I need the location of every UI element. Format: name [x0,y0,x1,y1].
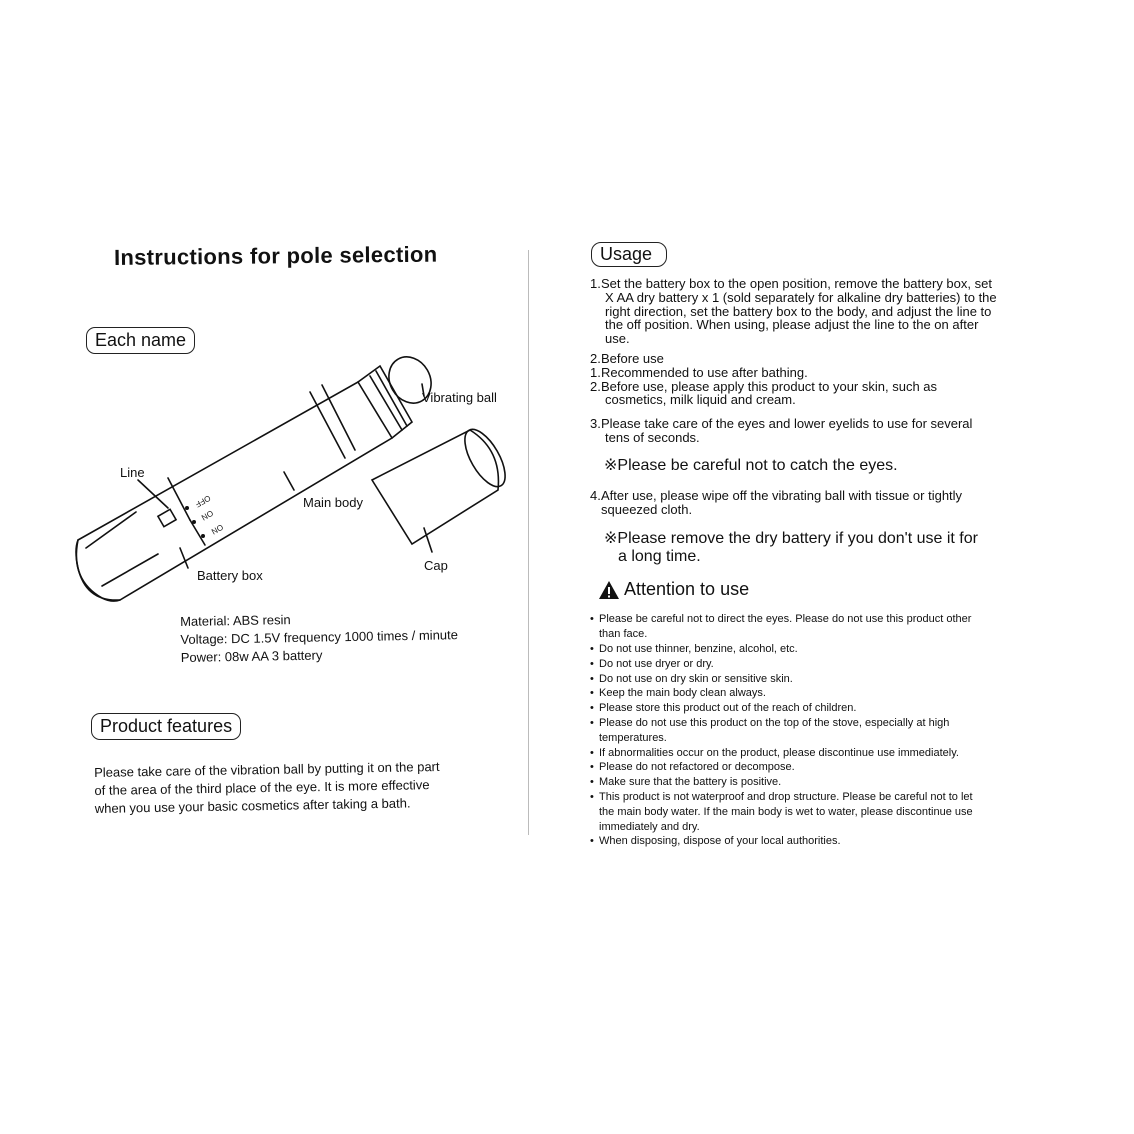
attention-item-text: Please be careful not to direct the eyes. Please do not use this product other [599,613,972,626]
attention-item-text: Keep the main body clean always. [599,687,766,700]
step-text: Before use [601,350,664,366]
features-line: of the area of the third place of the eye. It is more effective [94,777,430,798]
step-text: Please take care of the eyes and lower eyelids to use for several [601,416,973,432]
attention-item-text: immediately and dry. [599,820,700,833]
step-text: Recommended to use after bathing. [601,364,808,380]
step-text: use. [605,331,630,347]
attention-item-text: Please store this product out of the reach of children. [599,702,857,715]
switch-label-off: OFF [193,493,213,510]
attention-item [590,746,1050,761]
attention-item-text: Please do not refactored or decompose. [599,761,795,774]
label-vibrating-ball: Vibrating ball [422,390,497,405]
cap-shape [372,430,498,544]
bullet-dot: • [590,746,594,759]
attention-item-text: Do not use on dry skin or sensitive skin. [599,672,793,685]
attention-list [590,612,1050,849]
usage-step-2 [590,352,1050,407]
step-text: cosmetics, milk liquid and cream. [605,392,796,408]
usage-section [590,277,1050,849]
label-cap: Cap [424,558,448,573]
product-features-text [94,757,495,818]
bullet-dot [590,731,599,746]
spec-line: Material: ABS resin [180,612,291,629]
caution-note-battery [604,530,1050,566]
attention-item-text: Do not use dryer or dry. [599,657,714,670]
step-text: squeezed cloth. [601,501,693,517]
bullet-dot: • [590,642,594,655]
attention-item [590,790,1050,805]
attention-item [590,642,1050,657]
product-diagram [40,340,540,610]
step-number: 2. [590,378,601,394]
step-text: After use, please wipe off the vibrating ball with tissue or tightly [601,487,963,503]
attention-item-text: When disposing, dispose of your local authorities. [599,835,841,848]
switch-label-on: ON [199,508,215,523]
label-line: Line [120,465,145,480]
attention-item-text: the main body water. If the main body is wet to water, please discontinue use [599,805,973,818]
note-line: ※Please remove the dry battery if you don't use it for [604,530,978,548]
step-number: 1. [590,276,601,291]
step-text: tens of seconds. [605,429,700,445]
features-line: when you use your basic cosmetics after taking a bath. [94,795,411,816]
attention-item-text: If abnormalities occur on the product, please discontinue use immediately. [599,746,959,759]
page-title: Instructions for pole selection [113,241,438,270]
attention-heading [598,580,1050,600]
bullet-dot: • [590,687,594,700]
features-line: Please take care of the vibration ball by putting it on the part [94,758,440,780]
attention-item [590,775,1050,790]
caution-note-eyes: ※Please be careful not to catch the eyes. [604,456,898,474]
bullet-dot [590,820,599,835]
usage-heading: Usage [591,242,667,267]
bullet-dot: • [590,761,594,774]
attention-item-text: Make sure that the battery is positive. [599,776,782,789]
product-features-heading: Product features [91,713,241,740]
attention-title: Attention to use [624,579,750,600]
specifications [180,608,458,667]
attention-item [590,805,1050,820]
attention-item-text: Do not use thinner, benzine, alcohol, etc. [599,642,798,655]
usage-step-4 [590,489,1050,517]
attention-item [590,657,1050,672]
step-number: 1. [590,364,601,380]
attention-item [590,686,1050,701]
step-number: 3. [590,416,601,432]
attention-item [590,716,1050,731]
usage-step-1 [590,277,1050,346]
step-text: Set the battery box to the open position, remove the battery box, set [601,276,992,291]
step-number: 4. [590,487,601,503]
each-name-heading: Each name [86,327,195,354]
step-number: 2. [590,350,601,366]
bullet-dot [590,805,599,820]
attention-item [590,760,1050,775]
switch-label-on-2: ON [209,522,225,537]
bullet-dot: • [590,657,594,670]
attention-item [590,612,1050,627]
bullet-dot: • [590,672,594,685]
bullet-dot: • [590,702,594,715]
bullet-dot [590,627,599,642]
usage-step-3 [590,417,1050,445]
page-divider [528,250,529,835]
attention-item [590,820,1050,835]
attention-item-text: Please do not use this product on the top of the stove, especially at high [599,716,950,729]
attention-item [590,672,1050,687]
attention-item [590,701,1050,716]
attention-item-text: This product is not waterproof and drop structure. Please be careful not to let [599,790,973,803]
warning-triangle-icon [598,580,620,600]
note-line: a long time. [618,548,701,566]
bullet-dot: • [590,835,594,848]
step-text: X AA dry battery x 1 (sold separately for alkaline dry batteries) to the [605,289,997,305]
attention-item-text: temperatures. [599,731,667,744]
label-main-body: Main body [303,495,363,510]
attention-item [590,731,1050,746]
spec-line: Voltage: DC 1.5V frequency 1000 times / minute [180,627,459,647]
label-battery-box: Battery box [197,568,263,583]
attention-item [590,627,1050,642]
attention-item-text: than face. [599,628,648,641]
bullet-dot: • [590,776,594,789]
step-text: the off position. When using, please adjust the line to the on after [605,317,979,333]
bullet-dot: • [590,790,594,803]
spec-line: Power: 08w AA 3 battery [180,647,323,665]
bullet-dot: • [590,716,594,729]
attention-item [590,834,1050,849]
step-text: right direction, set the battery box to the body, and adjust the line to [605,303,992,319]
step-text: Before use, please apply this product to your skin, such as [601,378,938,394]
bullet-dot: • [590,613,594,626]
